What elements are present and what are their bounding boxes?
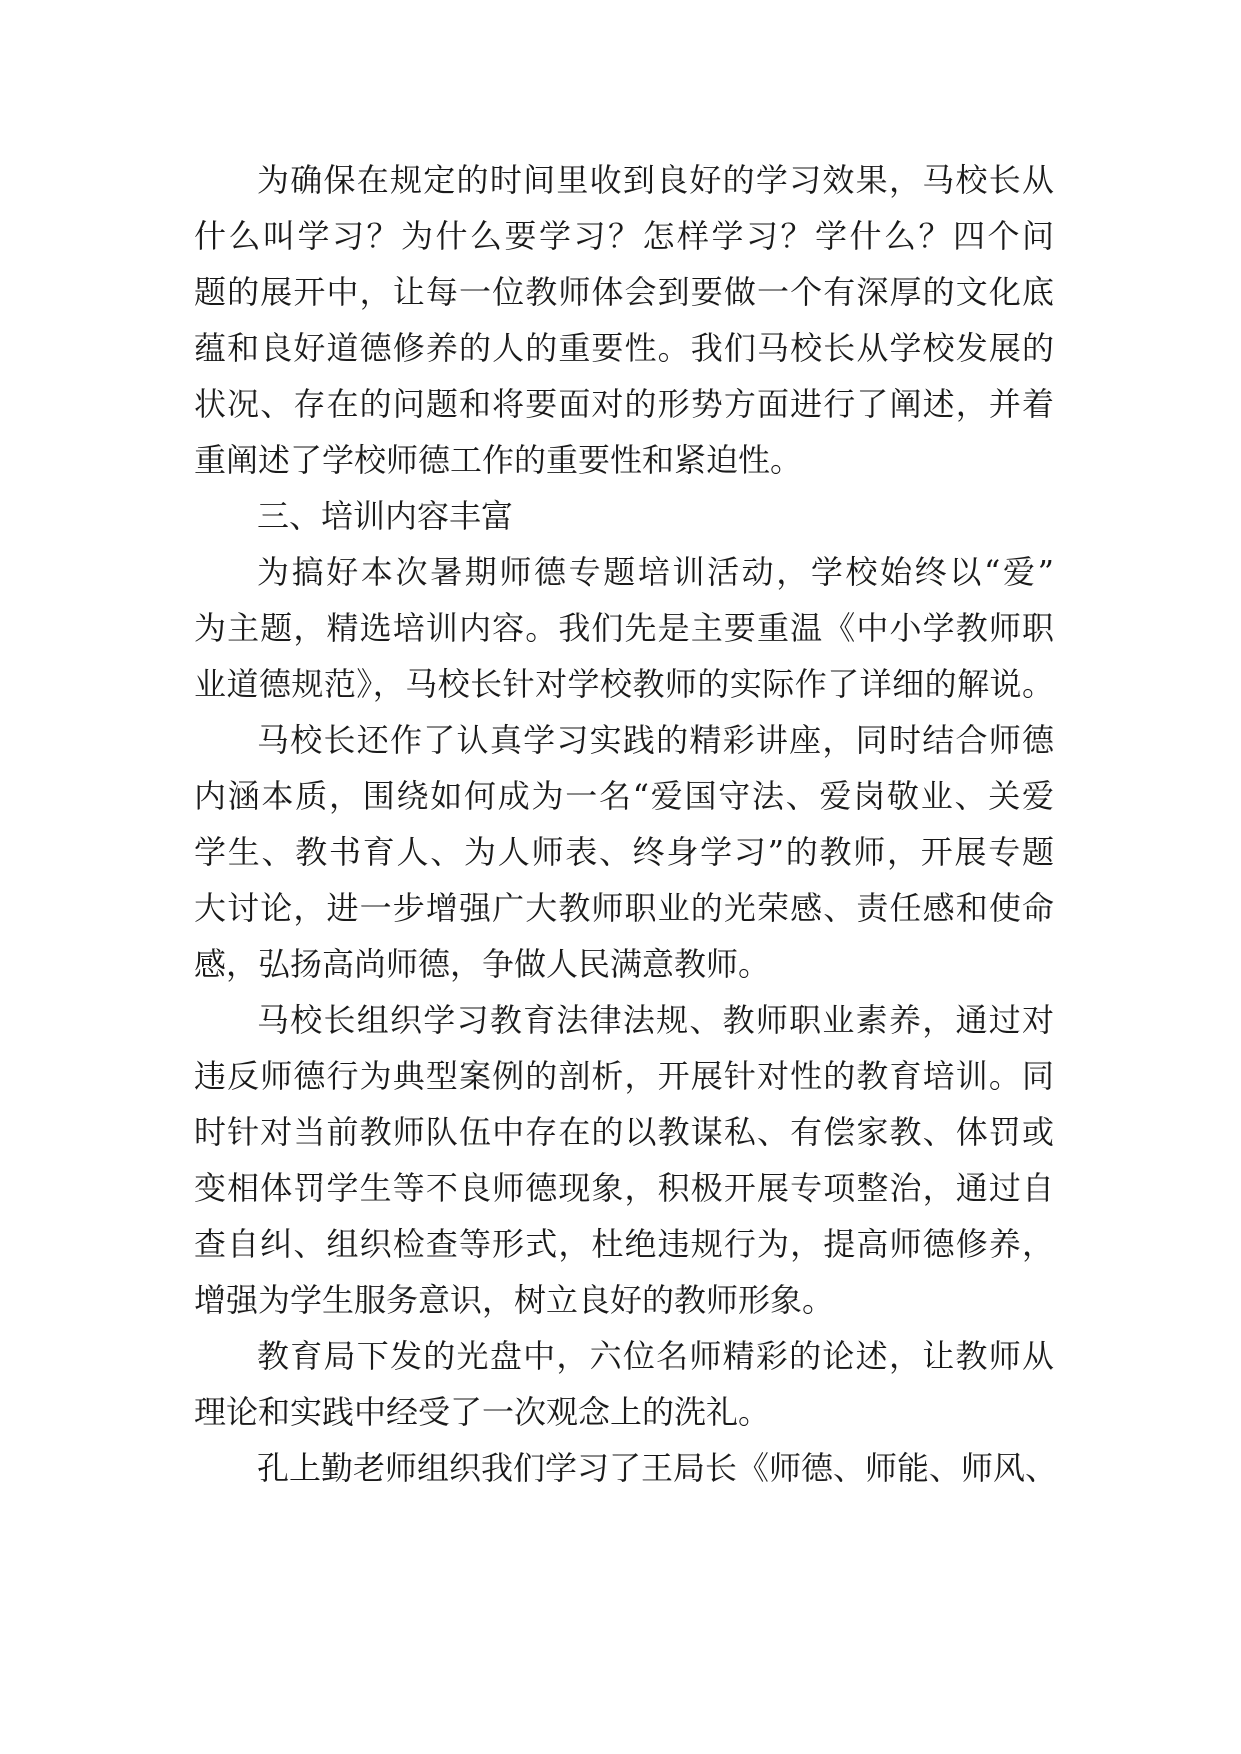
text-line: 增强为学生服务意识，树立良好的教师形象。 <box>194 1281 835 1319</box>
text-line: 什么叫学习？为什么要学习？怎样学习？学什么？四个问 <box>194 217 1054 255</box>
text-line: 大讨论，进一步增强广大教师职业的光荣感、责任感和使命 <box>194 889 1054 927</box>
section-heading: 三、培训内容丰富 <box>257 497 514 535</box>
text-line: 重阐述了学校师德工作的重要性和紧迫性。 <box>194 441 803 479</box>
text-line: 蕴和良好道德修养的人的重要性。我们马校长从学校发展的 <box>194 329 1054 367</box>
text-line: 孔上勤老师组织我们学习了王局长《师德、师能、师风、 <box>257 1449 1058 1487</box>
text-line: 状况、存在的问题和将要面对的形势方面进行了阐述，并着 <box>194 385 1054 423</box>
text-line: 为搞好本次暑期师德专题培训活动，学校始终以“爱” <box>257 553 1054 591</box>
text-line: 马校长还作了认真学习实践的精彩讲座，同时结合师德 <box>257 721 1054 759</box>
text-line: 内涵本质，围绕如何成为一名“爱国守法、爱岗敬业、关爱 <box>194 777 1054 815</box>
text-line: 题的展开中，让每一位教师体会到要做一个有深厚的文化底 <box>194 273 1054 311</box>
text-line: 理论和实践中经受了一次观念上的洗礼。 <box>194 1393 771 1431</box>
text-line: 马校长组织学习教育法律法规、教师职业素养，通过对 <box>257 1001 1054 1039</box>
text-line: 为确保在规定的时间里收到良好的学习效果，马校长从 <box>257 161 1054 199</box>
text-line: 为主题，精选培训内容。我们先是主要重温《中小学教师职 <box>194 609 1054 647</box>
text-line: 违反师德行为典型案例的剖析，开展针对性的教育培训。同 <box>194 1057 1054 1095</box>
text-line: 学生、教书育人、为人师表、终身学习”的教师，开展专题 <box>194 833 1054 871</box>
text-line: 业道德规范》，马校长针对学校教师的实际作了详细的解说。 <box>194 665 1054 703</box>
text-line: 感，弘扬高尚师德，争做人民满意教师。 <box>194 945 771 983</box>
text-line: 变相体罚学生等不良师德现象，积极开展专项整治，通过自 <box>194 1169 1054 1207</box>
text-line: 查自纠、组织检查等形式，杜绝违规行为，提高师德修养， <box>194 1225 1054 1263</box>
text-line: 教育局下发的光盘中，六位名师精彩的论述，让教师从 <box>257 1337 1054 1375</box>
text-line: 时针对当前教师队伍中存在的以教谋私、有偿家教、体罚或 <box>194 1113 1054 1151</box>
